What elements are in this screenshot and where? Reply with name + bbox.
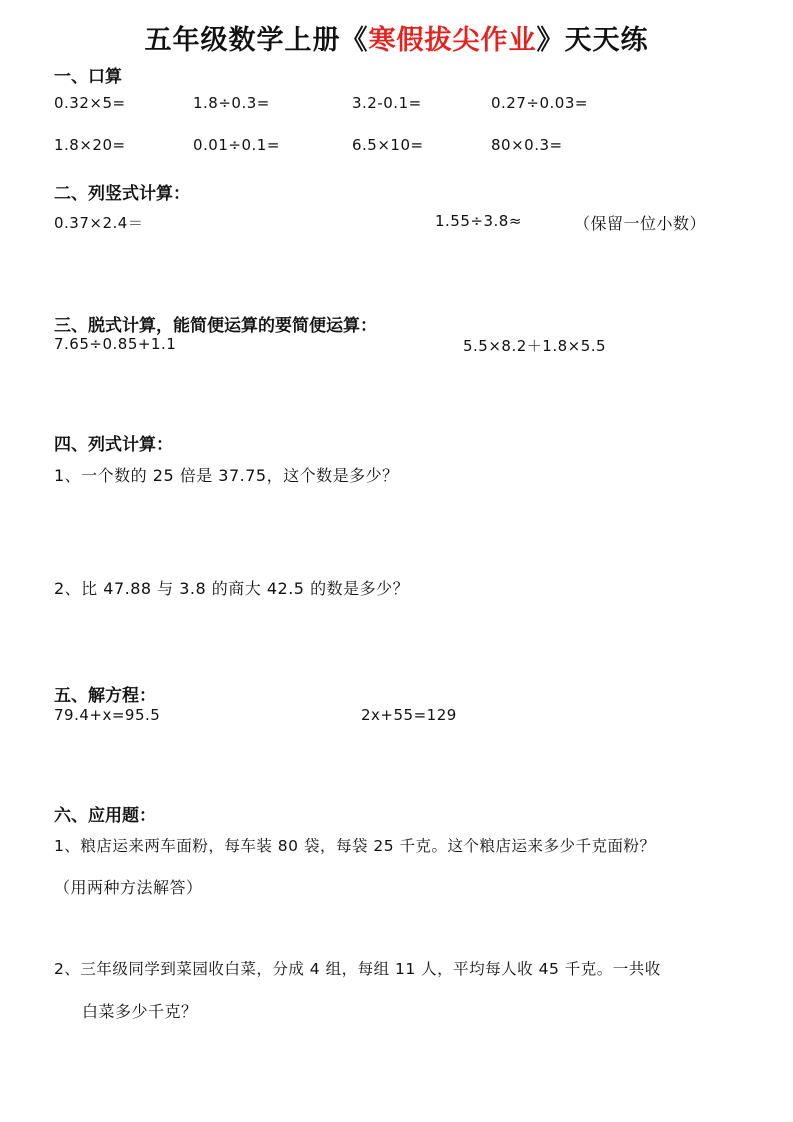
oral-calc-3: 3.2-0.1= <box>352 94 422 112</box>
oral-calc-8: 80×0.3= <box>491 136 563 154</box>
rounding-note: （保留一位小数） <box>574 214 707 233</box>
oral-calc-5: 1.8×20= <box>54 136 126 154</box>
page-title <box>0 18 793 57</box>
oral-calc-2: 1.8÷0.3= <box>193 94 270 112</box>
title-prefix: 五年级数学上册《 <box>144 25 369 56</box>
vertical-calc-2: 1.55÷3.8≈ <box>435 212 522 230</box>
section-4-heading: 四、列式计算： <box>54 435 173 455</box>
oral-calc-7: 6.5×10= <box>352 136 424 154</box>
oral-calc-6: 0.01÷0.1= <box>193 136 280 154</box>
expression-question-1: 1、一个数的 25 倍是 37.75，这个数是多少？ <box>54 466 399 485</box>
section-1-heading: 一、口算 <box>54 67 122 87</box>
vertical-calc-1: 0.37×2.4＝ <box>54 214 144 232</box>
equation-2: 2x+55=129 <box>361 706 457 724</box>
word-problem-2-line-2: 白菜多少千克？ <box>82 1002 198 1021</box>
word-problem-2-line-1: 2、三年级同学到菜园收白菜，分成 4 组，每组 11 人，平均每人收 45 千克。一共收 <box>54 960 661 978</box>
stepwise-calc-2: 5.5×8.2＋1.8×5.5 <box>463 337 607 355</box>
section-5-heading: 五、解方程： <box>54 686 156 706</box>
word-problem-1-line-2: （用两种方法解答） <box>54 878 203 897</box>
word-problem-1-line-1: 1、粮店运来两车面粉，每车装 80 袋，每袋 25 千克。这个粮店运来多少千克面粉？ <box>54 837 656 855</box>
section-2-heading: 二、列竖式计算： <box>54 184 190 204</box>
expression-question-2: 2、比 47.88 与 3.8 的商大 42.5 的数是多少？ <box>54 579 410 598</box>
oral-calc-1: 0.32×5= <box>54 94 126 112</box>
oral-calc-4: 0.27÷0.03= <box>491 94 588 112</box>
title-highlight: 寒假拔尖作业 <box>368 25 537 56</box>
section-3-heading: 三、脱式计算，能简便运算的要简便运算： <box>54 316 377 336</box>
title-suffix: 》天天练 <box>536 25 649 56</box>
equation-1: 79.4+x=95.5 <box>54 706 161 724</box>
stepwise-calc-1: 7.65÷0.85+1.1 <box>54 335 177 353</box>
section-6-heading: 六、应用题： <box>54 806 156 826</box>
